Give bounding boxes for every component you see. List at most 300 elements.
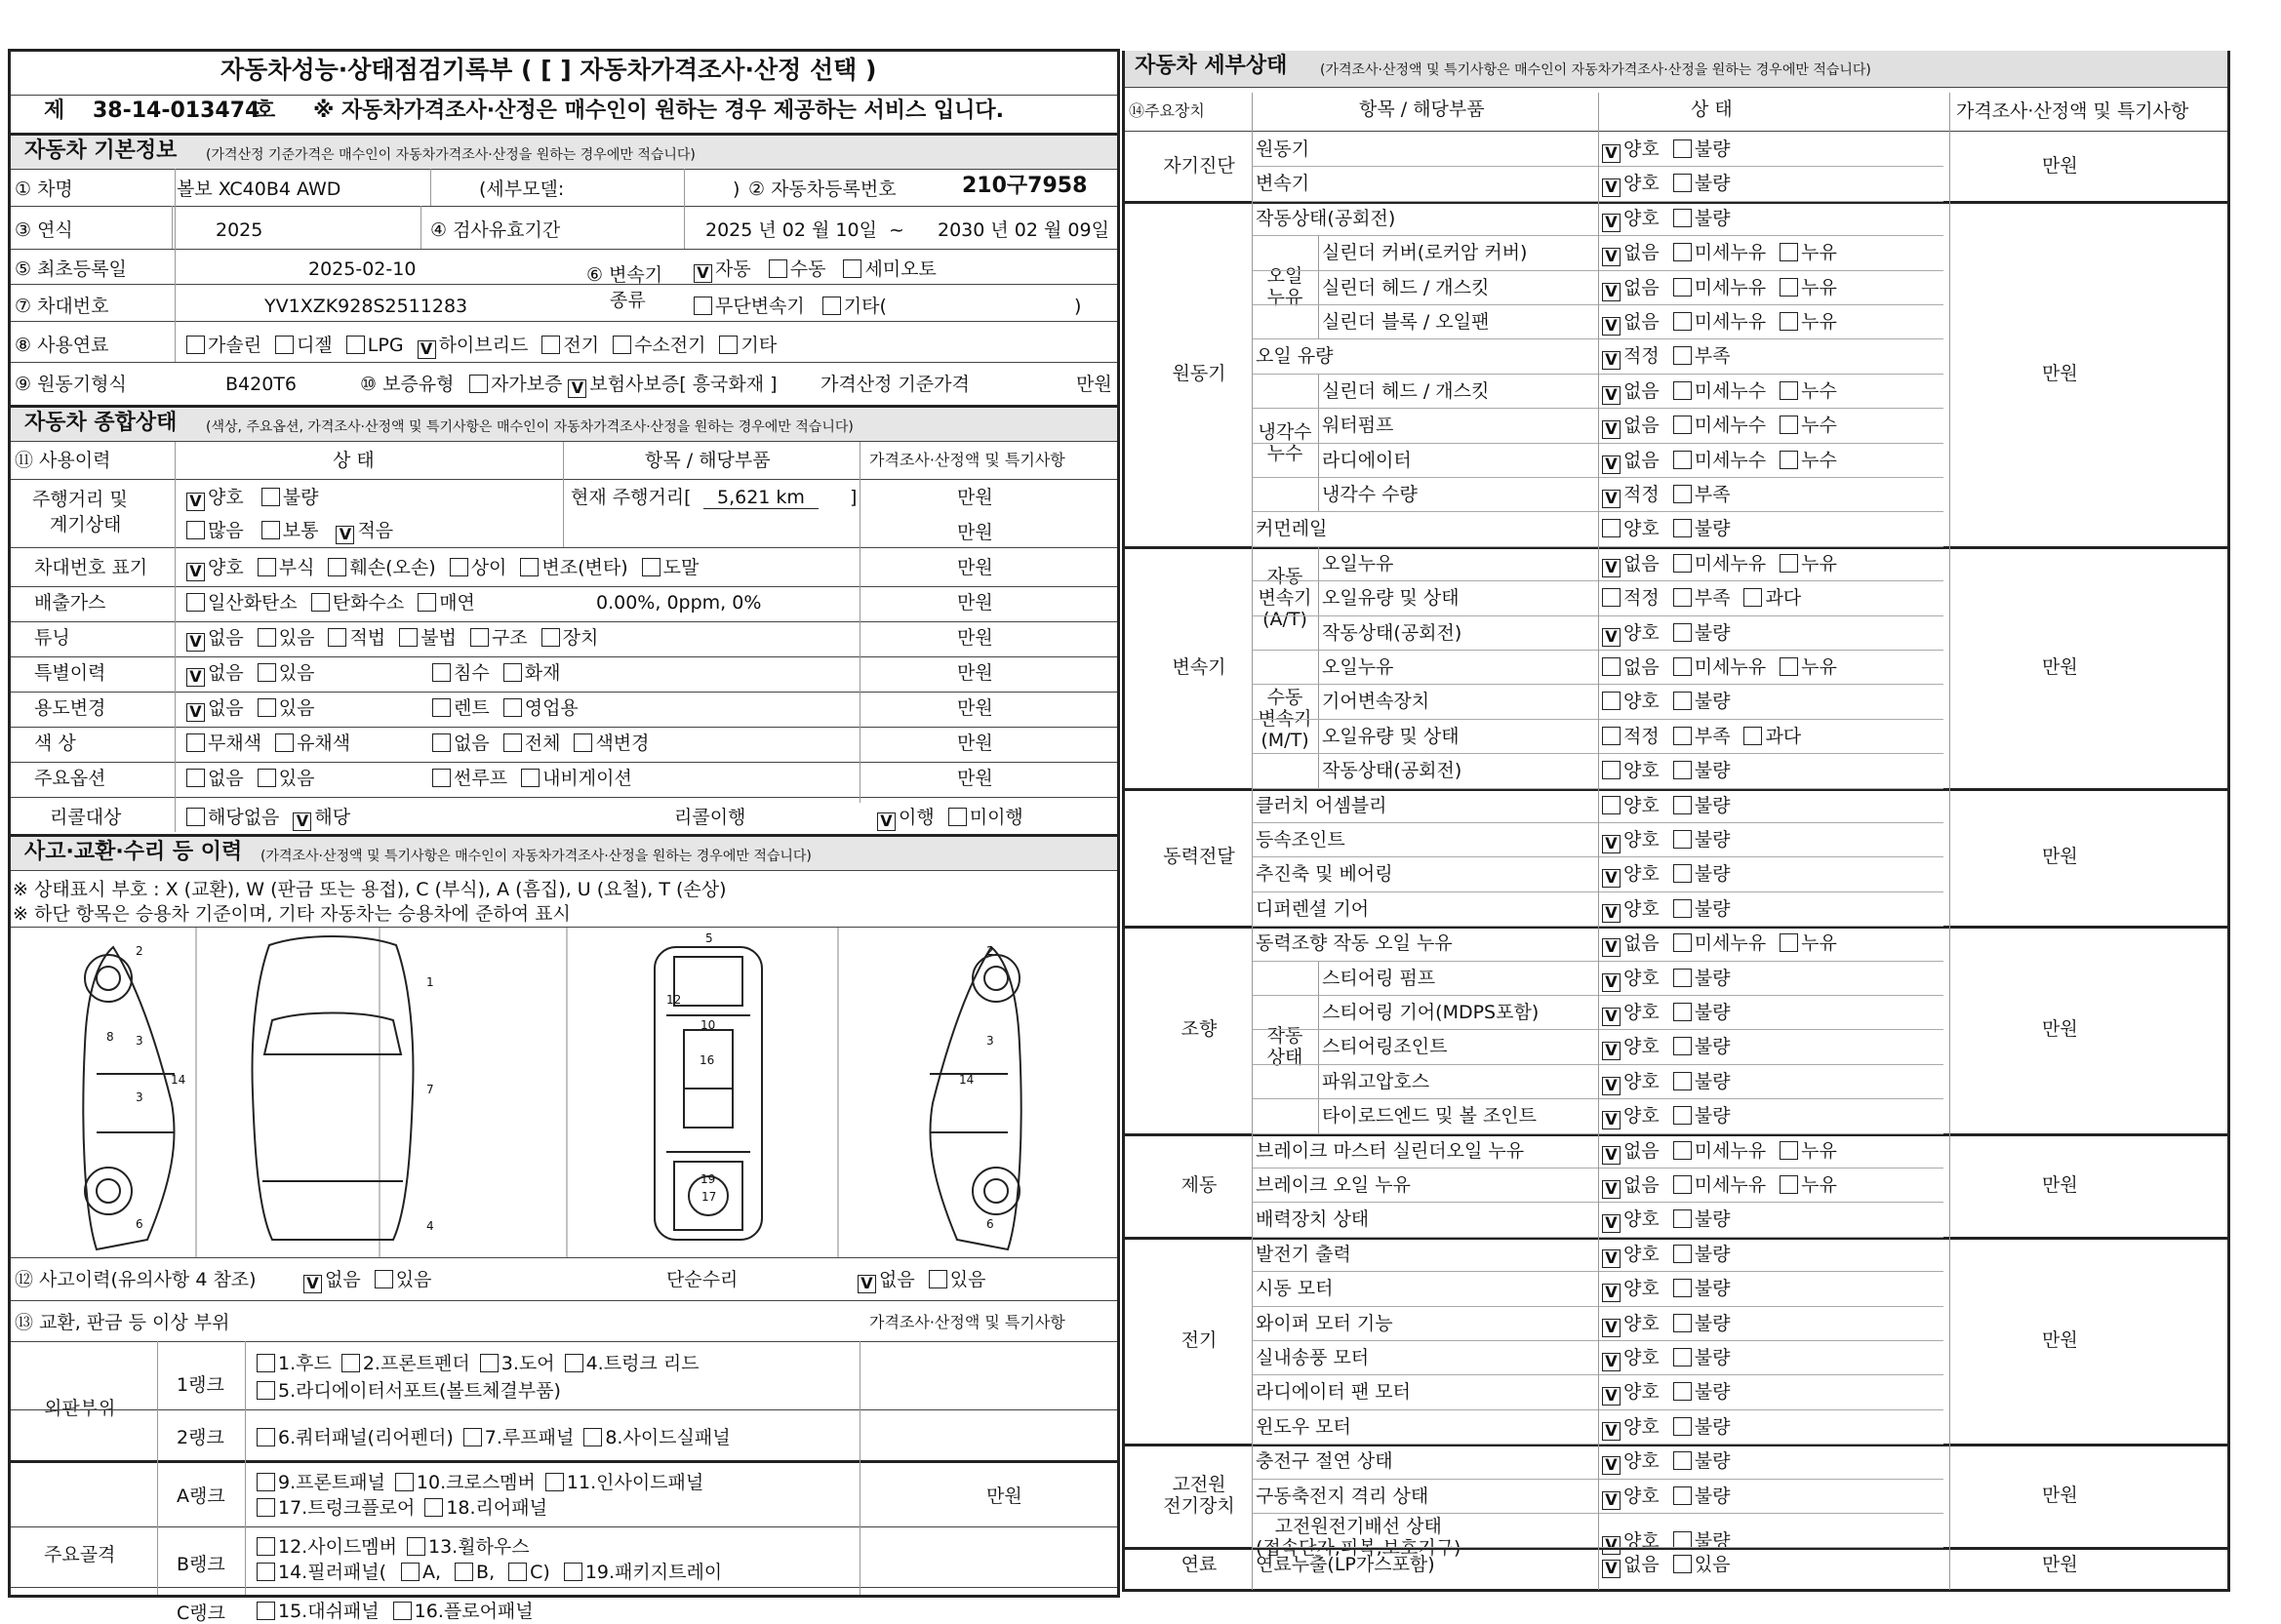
checkbox-empty[interactable]: [328, 628, 346, 647]
checkbox-empty[interactable]: [375, 1270, 393, 1288]
checkbox-empty[interactable]: [257, 1381, 275, 1400]
checkbox-empty[interactable]: [1602, 657, 1621, 676]
option-rank2-options-0[interactable]: [257, 1427, 454, 1448]
checkbox-empty[interactable]: [1673, 1072, 1692, 1090]
option-overall-row-options2-3-0[interactable]: [432, 662, 490, 684]
checkbox-empty[interactable]: [393, 1602, 412, 1620]
checkbox-checked[interactable]: [1602, 869, 1621, 888]
checkbox-empty[interactable]: [1673, 1003, 1692, 1021]
checkbox-empty[interactable]: [1673, 554, 1692, 573]
option-detail-row-options-0-1[interactable]: [1673, 139, 1731, 160]
checkbox-empty[interactable]: [1780, 381, 1798, 400]
option-detail-row-options-34-1[interactable]: [1673, 1313, 1731, 1334]
checkbox-empty[interactable]: [1673, 657, 1692, 676]
option-detail-row-options-26-1[interactable]: [1673, 1036, 1731, 1057]
option-detail-row-options-41-0[interactable]: [1602, 1554, 1660, 1578]
option-warranty-options-1[interactable]: [568, 374, 777, 395]
checkbox-empty[interactable]: [1780, 1175, 1798, 1194]
option-fuel-options-4[interactable]: [541, 335, 599, 356]
option-detail-row-options-6-0[interactable]: [1602, 345, 1660, 370]
option-rankA-options-2[interactable]: [545, 1472, 703, 1493]
option-overall-row-options-0-1[interactable]: [258, 557, 315, 578]
option-detail-row-options-8-0[interactable]: [1602, 415, 1660, 439]
checkbox-empty[interactable]: [1673, 346, 1692, 365]
option-rankB-options-2b-2[interactable]: [508, 1562, 550, 1583]
checkbox-empty[interactable]: [948, 808, 967, 826]
option-detail-row-options-9-0[interactable]: [1602, 450, 1660, 471]
option-detail-row-options-8-1[interactable]: [1673, 415, 1766, 436]
option-rankB-options-2b-3[interactable]: [564, 1562, 722, 1583]
option-overall-row-options-4-1[interactable]: [258, 697, 315, 719]
option-overall-row-options-6-0[interactable]: [186, 768, 244, 789]
option-overall-row-options-5-1[interactable]: [275, 733, 350, 754]
checkbox-checked[interactable]: [1602, 144, 1621, 163]
option-rank1-options-0[interactable]: [257, 1353, 332, 1374]
checkbox-checked[interactable]: [1602, 1077, 1621, 1095]
option-fuel-options-3[interactable]: [418, 335, 529, 356]
option-detail-row-options-14-0[interactable]: [1602, 622, 1660, 644]
checkbox-empty[interactable]: [1673, 830, 1692, 849]
checkbox-empty[interactable]: [521, 769, 540, 787]
option-overall-row-options2-5-2[interactable]: [574, 733, 649, 754]
option-detail-row-options-9-1[interactable]: [1673, 450, 1766, 471]
checkbox-checked[interactable]: [1602, 904, 1621, 923]
checkbox-empty[interactable]: [1780, 657, 1798, 676]
checkbox-empty[interactable]: [399, 628, 418, 647]
option-rankC-options-0[interactable]: [257, 1601, 380, 1622]
option-overall-row-options2-6-0[interactable]: [432, 768, 507, 789]
checkbox-checked[interactable]: [186, 493, 205, 511]
option-detail-row-options-7-1[interactable]: [1673, 380, 1766, 402]
option-rankB-options-2b-0[interactable]: [401, 1562, 441, 1583]
option-rankA-options-0[interactable]: [257, 1472, 385, 1493]
option-detail-row-options-19-1[interactable]: [1673, 795, 1731, 816]
checkbox-empty[interactable]: [186, 521, 205, 539]
option-overall-row-options-0-2[interactable]: [328, 557, 435, 578]
checkbox-empty[interactable]: [1673, 1348, 1692, 1367]
option-detail-row-options-37-0[interactable]: [1602, 1416, 1660, 1438]
checkbox-empty[interactable]: [1673, 381, 1692, 400]
option-detail-row-options-0-0[interactable]: [1602, 139, 1660, 160]
checkbox-empty[interactable]: [407, 1537, 425, 1556]
checkbox-empty[interactable]: [328, 558, 346, 576]
checkbox-empty[interactable]: [186, 808, 205, 826]
option-detail-row-options-18-1[interactable]: [1673, 760, 1731, 781]
option-detail-row-options-27-0[interactable]: [1602, 1071, 1660, 1092]
option-overall-row-options-4-0[interactable]: [186, 697, 244, 719]
checkbox-empty[interactable]: [257, 1602, 275, 1620]
checkbox-empty[interactable]: [1673, 139, 1692, 158]
checkbox-empty[interactable]: [257, 1498, 275, 1517]
checkbox-checked[interactable]: [1602, 628, 1621, 647]
option-fuel-options-0[interactable]: [186, 335, 261, 356]
checkbox-empty[interactable]: [1780, 933, 1798, 952]
checkbox-empty[interactable]: [1673, 796, 1692, 814]
option-detail-row-options-22-1[interactable]: [1673, 898, 1731, 920]
option-detail-row-options-38-1[interactable]: [1673, 1450, 1731, 1472]
option-fuel-options-5[interactable]: [613, 335, 705, 356]
option-detail-row-options-1-0[interactable]: [1602, 173, 1660, 197]
option-detail-row-options-29-2[interactable]: [1780, 1140, 1837, 1162]
checkbox-empty[interactable]: [258, 663, 276, 682]
option-detail-row-options-1-1[interactable]: [1673, 173, 1731, 194]
checkbox-empty[interactable]: [257, 1354, 275, 1372]
checkbox-empty[interactable]: [574, 733, 592, 752]
option-recall-options-1[interactable]: [293, 807, 350, 828]
option-rankB-options-1[interactable]: [407, 1536, 530, 1558]
checkbox-empty[interactable]: [1780, 554, 1798, 573]
option-detail-row-options-4-0[interactable]: [1602, 277, 1660, 298]
checkbox-checked[interactable]: [1602, 1387, 1621, 1406]
checkbox-empty[interactable]: [508, 1563, 527, 1581]
checkbox-empty[interactable]: [1602, 796, 1621, 814]
checkbox-empty[interactable]: [1673, 969, 1692, 987]
option-detail-row-options-15-0[interactable]: [1602, 656, 1660, 678]
option-detail-row-options-36-1[interactable]: [1673, 1381, 1731, 1403]
checkbox-empty[interactable]: [1673, 899, 1692, 918]
option-detail-row-options-35-0[interactable]: [1602, 1347, 1660, 1368]
option-overall-row-options-2-2[interactable]: [328, 627, 385, 649]
option-transmission-options-2-1[interactable]: [822, 296, 887, 317]
option-detail-row-options-13-1[interactable]: [1673, 587, 1731, 609]
checkbox-empty[interactable]: [822, 297, 841, 315]
option-recall-done-options-0[interactable]: [877, 807, 935, 828]
checkbox-empty[interactable]: [503, 698, 522, 717]
checkbox-empty[interactable]: [1673, 416, 1692, 434]
checkbox-checked[interactable]: [1602, 386, 1621, 405]
option-rankA-options-1[interactable]: [395, 1472, 536, 1493]
option-detail-row-options-28-0[interactable]: [1602, 1105, 1660, 1127]
option-detail-row-options-25-1[interactable]: [1673, 1002, 1731, 1023]
option-detail-row-options-17-0[interactable]: [1602, 726, 1660, 747]
checkbox-empty[interactable]: [257, 1473, 275, 1491]
option-mileage-options-2-1[interactable]: [261, 520, 319, 541]
option-detail-row-options-12-1[interactable]: [1673, 553, 1766, 574]
checkbox-checked[interactable]: [1602, 1284, 1621, 1302]
checkbox-checked[interactable]: [1602, 1249, 1621, 1268]
checkbox-empty[interactable]: [1673, 623, 1692, 642]
checkbox-empty[interactable]: [258, 698, 276, 717]
checkbox-empty[interactable]: [341, 1354, 360, 1372]
checkbox-empty[interactable]: [1780, 1141, 1798, 1160]
option-rankA-options-2-1[interactable]: [424, 1497, 547, 1519]
checkbox-empty[interactable]: [455, 1563, 473, 1581]
checkbox-empty[interactable]: [261, 488, 280, 506]
option-overall-row-options-0-0[interactable]: [186, 557, 244, 578]
checkbox-checked[interactable]: [186, 563, 205, 581]
option-detail-row-options-15-2[interactable]: [1780, 656, 1837, 678]
option-detail-row-options-18-0[interactable]: [1602, 760, 1660, 781]
checkbox-empty[interactable]: [257, 1428, 275, 1446]
option-detail-row-options-20-1[interactable]: [1673, 829, 1731, 851]
checkbox-empty[interactable]: [1673, 692, 1692, 710]
checkbox-checked[interactable]: [1602, 1111, 1621, 1129]
option-simple-repair-options-0[interactable]: [858, 1269, 915, 1290]
option-detail-row-options-2-0[interactable]: [1602, 208, 1660, 229]
checkbox-checked[interactable]: [1602, 1536, 1621, 1555]
checkbox-empty[interactable]: [257, 1537, 275, 1556]
checkbox-checked[interactable]: [1602, 456, 1621, 474]
option-detail-row-options-2-1[interactable]: [1673, 208, 1731, 229]
checkbox-empty[interactable]: [1673, 727, 1692, 745]
option-detail-row-options-33-0[interactable]: [1602, 1278, 1660, 1302]
option-detail-row-options-5-2[interactable]: [1780, 311, 1837, 333]
option-mileage-options-2-0[interactable]: [186, 520, 244, 541]
checkbox-empty[interactable]: [1673, 1486, 1692, 1505]
option-overall-row-options-2-0[interactable]: [186, 627, 244, 649]
checkbox-empty[interactable]: [1673, 761, 1692, 779]
checkbox-checked[interactable]: [186, 703, 205, 722]
option-overall-row-options2-5-0[interactable]: [432, 733, 490, 754]
option-overall-row-options-1-1[interactable]: [311, 592, 404, 614]
checkbox-empty[interactable]: [1673, 1279, 1692, 1297]
option-rank1-options-2[interactable]: [480, 1353, 555, 1374]
checkbox-checked[interactable]: [1602, 351, 1621, 370]
option-overall-row-options-1-2[interactable]: [418, 592, 475, 614]
checkbox-empty[interactable]: [1673, 278, 1692, 297]
option-detail-row-options-5-0[interactable]: [1602, 311, 1660, 333]
option-rankB-options-2a-0[interactable]: [257, 1562, 386, 1583]
checkbox-checked[interactable]: [1602, 178, 1621, 197]
option-transmission-options-2[interactable]: [843, 258, 936, 280]
option-detail-row-options-13-2[interactable]: [1743, 587, 1801, 609]
option-mileage-options-2-2[interactable]: [336, 520, 393, 541]
checkbox-empty[interactable]: [1673, 864, 1692, 883]
checkbox-empty[interactable]: [1673, 1106, 1692, 1125]
option-detail-row-options-14-1[interactable]: [1673, 622, 1731, 644]
option-fuel-options-2[interactable]: [346, 335, 404, 356]
checkbox-checked[interactable]: [1602, 1008, 1621, 1026]
option-overall-row-options-2-1[interactable]: [258, 627, 315, 649]
option-detail-row-options-21-0[interactable]: [1602, 863, 1660, 888]
option-rankB-options-0[interactable]: [257, 1536, 397, 1558]
checkbox-empty[interactable]: [1673, 1209, 1692, 1228]
checkbox-empty[interactable]: [583, 1428, 602, 1446]
checkbox-empty[interactable]: [1780, 243, 1798, 261]
checkbox-checked[interactable]: [1602, 283, 1621, 301]
option-overall-row-options-3-1[interactable]: [258, 662, 315, 684]
option-detail-row-options-4-2[interactable]: [1780, 277, 1837, 298]
option-detail-row-options-8-2[interactable]: [1780, 415, 1837, 436]
option-detail-row-options-3-2[interactable]: [1780, 242, 1837, 263]
option-detail-row-options-6-1[interactable]: [1673, 345, 1731, 367]
checkbox-empty[interactable]: [1780, 312, 1798, 331]
checkbox-empty[interactable]: [1673, 1141, 1692, 1160]
option-detail-row-options-23-2[interactable]: [1780, 932, 1837, 954]
option-detail-row-options-7-0[interactable]: [1602, 380, 1660, 402]
option-rankA-options-2-0[interactable]: [257, 1497, 415, 1519]
option-detail-row-options-26-0[interactable]: [1602, 1036, 1660, 1060]
option-detail-row-options-3-0[interactable]: [1602, 242, 1660, 266]
checkbox-empty[interactable]: [929, 1270, 947, 1288]
checkbox-empty[interactable]: [520, 558, 539, 576]
checkbox-empty[interactable]: [1673, 209, 1692, 227]
checkbox-empty[interactable]: [346, 336, 365, 354]
option-detail-row-options-13-0[interactable]: [1602, 587, 1660, 609]
option-detail-row-options-23-1[interactable]: [1673, 932, 1766, 954]
checkbox-empty[interactable]: [1602, 727, 1621, 745]
checkbox-empty[interactable]: [275, 336, 294, 354]
checkbox-empty[interactable]: [275, 733, 294, 752]
option-detail-row-options-41-1[interactable]: [1673, 1554, 1731, 1575]
option-detail-row-options-29-1[interactable]: [1673, 1140, 1766, 1162]
checkbox-checked[interactable]: [186, 633, 205, 652]
option-detail-row-options-36-0[interactable]: [1602, 1381, 1660, 1406]
checkbox-empty[interactable]: [186, 593, 205, 612]
option-detail-row-options-10-1[interactable]: [1673, 484, 1731, 505]
option-accident-history-options-0[interactable]: [303, 1269, 361, 1290]
checkbox-empty[interactable]: [719, 336, 738, 354]
checkbox-empty[interactable]: [1673, 174, 1692, 192]
checkbox-empty[interactable]: [1673, 1555, 1692, 1573]
checkbox-empty[interactable]: [1673, 933, 1692, 952]
option-rank1-options-1[interactable]: [341, 1353, 470, 1374]
option-detail-row-options-39-1[interactable]: [1673, 1485, 1731, 1507]
option-detail-row-options-17-1[interactable]: [1673, 726, 1731, 747]
checkbox-checked[interactable]: [1602, 317, 1621, 336]
option-detail-row-options-12-2[interactable]: [1780, 553, 1837, 574]
checkbox-empty[interactable]: [1673, 1175, 1692, 1194]
option-fuel-options-6[interactable]: [719, 335, 777, 356]
option-detail-row-options-30-2[interactable]: [1780, 1174, 1837, 1196]
checkbox-checked[interactable]: [293, 812, 311, 831]
checkbox-checked[interactable]: [858, 1275, 876, 1293]
checkbox-checked[interactable]: [1602, 1180, 1621, 1199]
option-detail-row-options-32-1[interactable]: [1673, 1244, 1731, 1265]
option-detail-row-options-27-1[interactable]: [1673, 1071, 1731, 1092]
option-detail-row-options-24-1[interactable]: [1673, 968, 1731, 989]
checkbox-checked[interactable]: [1602, 1146, 1621, 1165]
option-detail-row-options-37-1[interactable]: [1673, 1416, 1731, 1438]
checkbox-empty[interactable]: [432, 663, 451, 682]
checkbox-checked[interactable]: [418, 340, 436, 359]
option-rankB-options-2b-1[interactable]: [455, 1562, 495, 1583]
checkbox-empty[interactable]: [469, 375, 488, 393]
checkbox-empty[interactable]: [545, 1473, 564, 1491]
checkbox-empty[interactable]: [1743, 727, 1762, 745]
checkbox-empty[interactable]: [432, 769, 451, 787]
option-detail-row-options-23-0[interactable]: [1602, 932, 1660, 957]
option-detail-row-options-35-1[interactable]: [1673, 1347, 1731, 1368]
option-detail-row-options-11-0[interactable]: [1602, 518, 1660, 539]
checkbox-checked[interactable]: [1602, 559, 1621, 577]
checkbox-empty[interactable]: [565, 1354, 583, 1372]
checkbox-empty[interactable]: [395, 1473, 414, 1491]
checkbox-checked[interactable]: [1602, 420, 1621, 439]
checkbox-empty[interactable]: [258, 628, 276, 647]
option-detail-row-options-12-0[interactable]: [1602, 553, 1660, 574]
checkbox-empty[interactable]: [1673, 519, 1692, 537]
checkbox-empty[interactable]: [503, 663, 522, 682]
checkbox-empty[interactable]: [186, 733, 205, 752]
checkbox-checked[interactable]: [1602, 938, 1621, 957]
option-recall-done-options-1[interactable]: [948, 807, 1023, 828]
option-detail-row-options-9-2[interactable]: [1780, 450, 1837, 471]
checkbox-empty[interactable]: [613, 336, 631, 354]
option-overall-row-options-1-0[interactable]: [186, 592, 298, 614]
checkbox-checked[interactable]: [1602, 1353, 1621, 1371]
option-rank1-options-3[interactable]: [565, 1353, 700, 1374]
option-overall-row-options2-3-1[interactable]: [503, 662, 561, 684]
checkbox-empty[interactable]: [1673, 1314, 1692, 1332]
option-overall-row-options-6-1[interactable]: [258, 768, 315, 789]
checkbox-empty[interactable]: [1602, 692, 1621, 710]
option-detail-row-options-16-1[interactable]: [1673, 691, 1731, 712]
checkbox-checked[interactable]: [1602, 1456, 1621, 1475]
option-detail-row-options-30-1[interactable]: [1673, 1174, 1766, 1196]
checkbox-empty[interactable]: [1602, 761, 1621, 779]
option-overall-row-options2-5-1[interactable]: [503, 733, 561, 754]
checkbox-empty[interactable]: [1673, 1382, 1692, 1401]
checkbox-empty[interactable]: [1602, 588, 1621, 607]
checkbox-checked[interactable]: [1602, 248, 1621, 266]
checkbox-empty[interactable]: [258, 769, 276, 787]
checkbox-empty[interactable]: [463, 1428, 482, 1446]
checkbox-empty[interactable]: [257, 1563, 275, 1581]
checkbox-checked[interactable]: [1602, 1319, 1621, 1337]
option-overall-row-options-5-0[interactable]: [186, 733, 261, 754]
option-detail-row-options-29-0[interactable]: [1602, 1140, 1660, 1162]
checkbox-checked[interactable]: [1602, 214, 1621, 232]
checkbox-checked[interactable]: [1602, 1042, 1621, 1060]
option-detail-row-options-4-1[interactable]: [1673, 277, 1766, 298]
option-detail-row-options-19-0[interactable]: [1602, 795, 1660, 816]
checkbox-empty[interactable]: [1673, 312, 1692, 331]
option-detail-row-options-28-1[interactable]: [1673, 1105, 1731, 1127]
option-detail-row-options-22-0[interactable]: [1602, 898, 1660, 920]
option-detail-row-options-31-0[interactable]: [1602, 1208, 1660, 1233]
option-overall-row-options-0-5[interactable]: [642, 557, 700, 578]
checkbox-checked[interactable]: [186, 668, 205, 687]
checkbox-empty[interactable]: [418, 593, 436, 612]
option-overall-row-options2-4-0[interactable]: [432, 697, 490, 719]
option-detail-row-options-25-0[interactable]: [1602, 1002, 1660, 1023]
checkbox-empty[interactable]: [186, 769, 205, 787]
option-detail-row-options-17-2[interactable]: [1743, 726, 1801, 747]
option-mileage-options-0[interactable]: [186, 487, 244, 508]
checkbox-empty[interactable]: [186, 336, 205, 354]
option-detail-row-options-11-1[interactable]: [1673, 518, 1731, 539]
option-detail-row-options-5-1[interactable]: [1673, 311, 1766, 333]
option-detail-row-options-38-0[interactable]: [1602, 1450, 1660, 1475]
option-detail-row-options-3-1[interactable]: [1673, 242, 1766, 263]
option-detail-row-options-10-0[interactable]: [1602, 484, 1660, 505]
option-detail-row-options-20-0[interactable]: [1602, 829, 1660, 851]
checkbox-checked[interactable]: [877, 812, 896, 831]
checkbox-empty[interactable]: [450, 558, 468, 576]
option-detail-row-options-31-1[interactable]: [1673, 1208, 1731, 1230]
option-detail-row-options-7-2[interactable]: [1780, 380, 1837, 402]
option-overall-row-options-3-0[interactable]: [186, 662, 244, 684]
option-detail-row-options-30-0[interactable]: [1602, 1174, 1660, 1196]
checkbox-empty[interactable]: [1780, 416, 1798, 434]
checkbox-empty[interactable]: [1673, 451, 1692, 469]
checkbox-checked[interactable]: [1602, 1214, 1621, 1233]
checkbox-checked[interactable]: [1602, 1560, 1621, 1578]
checkbox-empty[interactable]: [694, 297, 712, 315]
option-mileage-options-1[interactable]: [261, 487, 319, 508]
checkbox-empty[interactable]: [424, 1498, 443, 1517]
option-overall-row-options-2-5[interactable]: [541, 627, 599, 649]
option-rank2-options-2[interactable]: [583, 1427, 730, 1448]
option-recall-options-0[interactable]: [186, 807, 279, 828]
option-rankC-options-1[interactable]: [393, 1601, 534, 1622]
option-overall-row-options-2-3[interactable]: [399, 627, 457, 649]
option-detail-row-options-21-1[interactable]: [1673, 863, 1731, 885]
checkbox-checked[interactable]: [1602, 835, 1621, 853]
option-detail-row-options-32-0[interactable]: [1602, 1244, 1660, 1265]
option-detail-row-options-33-1[interactable]: [1673, 1278, 1731, 1299]
